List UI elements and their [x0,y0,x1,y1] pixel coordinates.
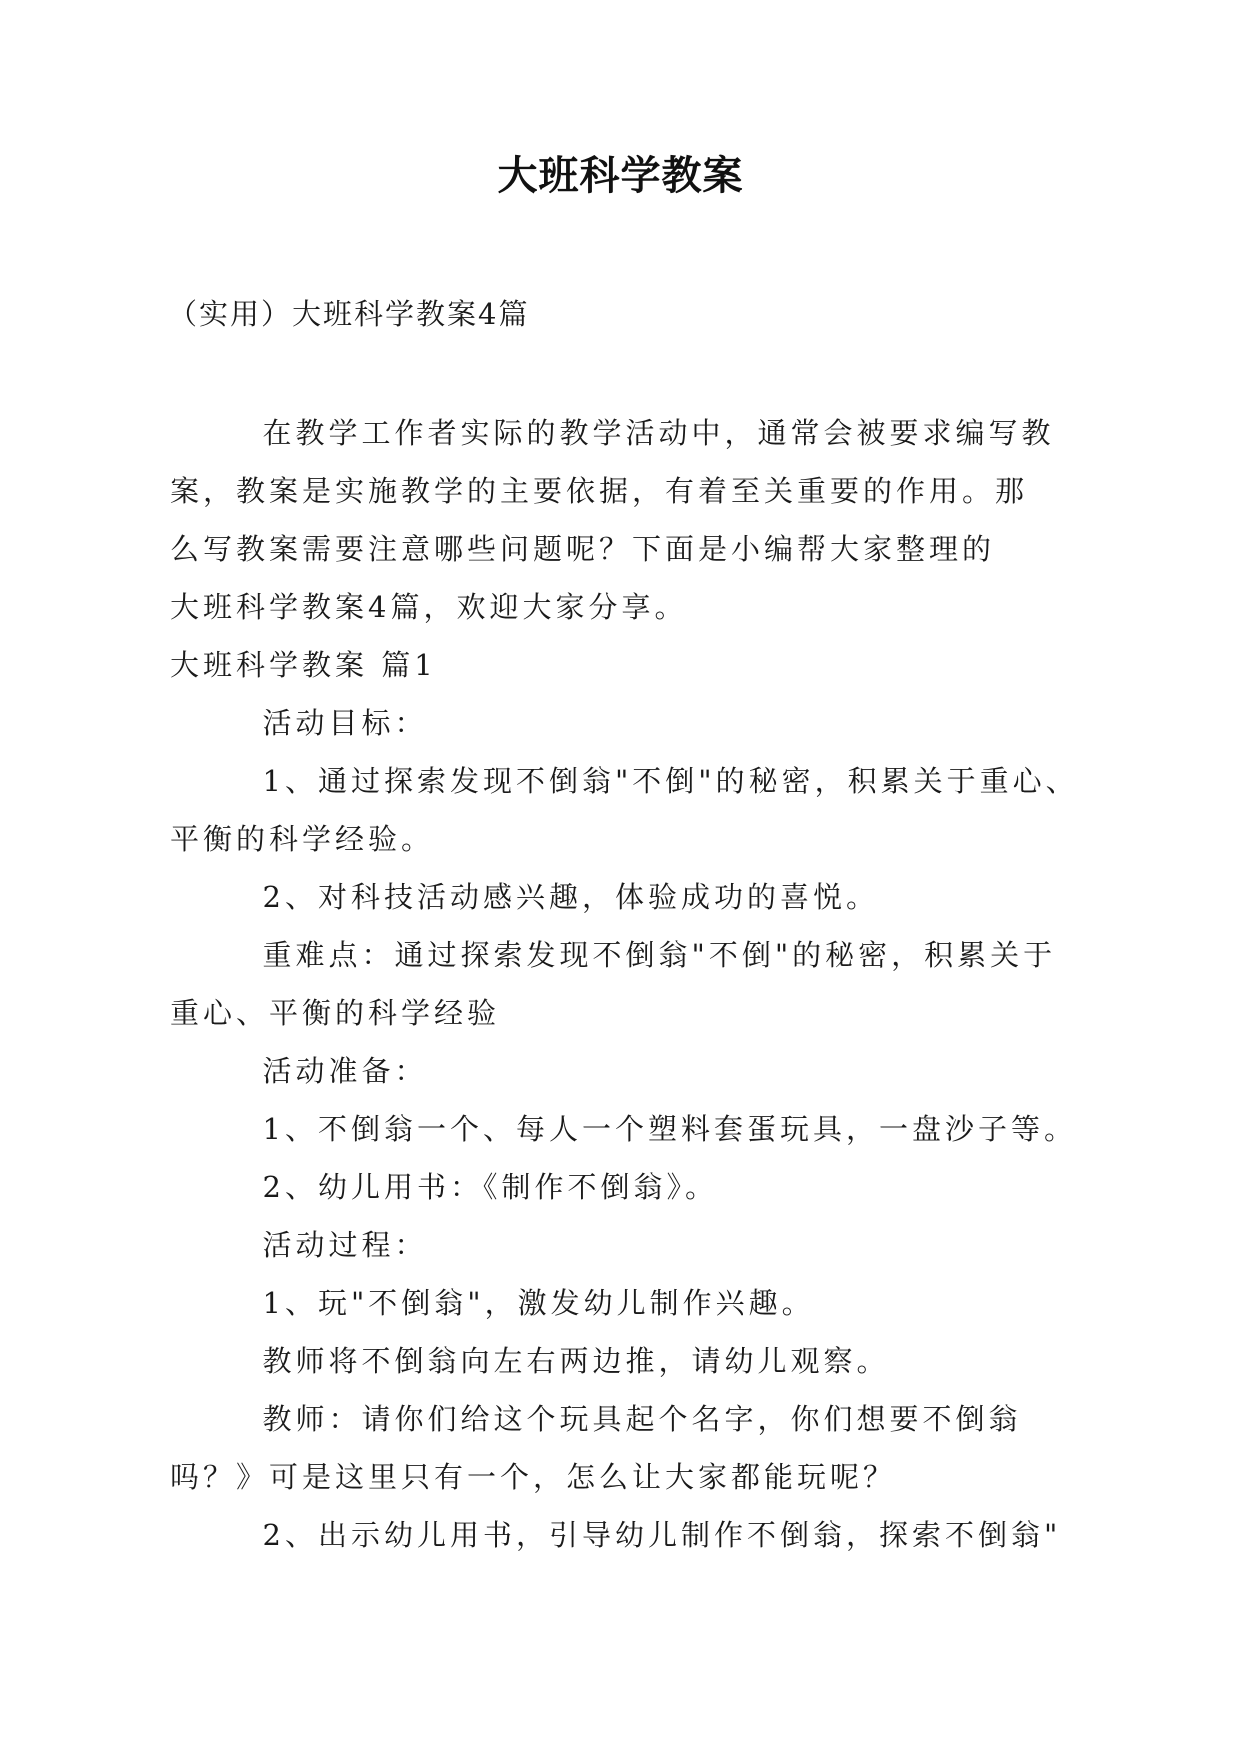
document-title: 大班科学教案 [497,153,744,199]
paragraph-line: 1、不倒翁一个、每人一个塑料套蛋玩具，一盘沙子等。 [262,1112,1077,1146]
paragraph-line: 教师将不倒翁向左右两边推，请幼儿观察。 [262,1344,890,1378]
paragraph-line: 活动准备： [262,1054,428,1088]
paragraph-line: 活动目标： [262,706,428,740]
paragraph-line: 2、对科技活动感兴趣，体验成功的喜悦。 [262,880,879,914]
paragraph-line: 活动过程： [262,1228,428,1262]
paragraph-line: 案，教案是实施教学的主要依据，有着至关重要的作用。那 [170,474,1029,508]
paragraph-line: 重难点：通过探索发现不倒翁"不倒"的秘密，积累关于 [262,938,1057,972]
paragraph-line: 1、通过探索发现不倒翁"不倒"的秘密，积累关于重心、 [262,764,1079,798]
paragraph-line: 大班科学教案4篇，欢迎大家分享。 [170,590,688,624]
document-body [170,404,1079,1564]
paragraph-line: 在教学工作者实际的教学活动中，通常会被要求编写教 [262,416,1055,450]
section-heading: 大班科学教案 篇1 [170,648,437,682]
paragraph-line: 吗？》可是这里只有一个，怎么让大家都能玩呢？ [170,1460,897,1494]
paragraph-line: 重心、平衡的科学经验 [170,996,501,1030]
paragraph-line: 平衡的科学经验。 [170,822,435,856]
paragraph-line: 2、幼儿用书：《制作不倒翁》。 [262,1170,718,1204]
paragraph-line: 教师：请你们给这个玩具起个名字，你们想要不倒翁 [262,1402,1022,1436]
document-subtitle: （实用）大班科学教案4篇 [168,297,530,331]
paragraph-line: 1、玩"不倒翁"，激发幼儿制作兴趣。 [262,1286,815,1320]
paragraph-line: 2、出示幼儿用书，引导幼儿制作不倒翁，探索不倒翁" [262,1518,1062,1552]
paragraph-line: 么写教案需要注意哪些问题呢？下面是小编帮大家整理的 [170,532,996,566]
